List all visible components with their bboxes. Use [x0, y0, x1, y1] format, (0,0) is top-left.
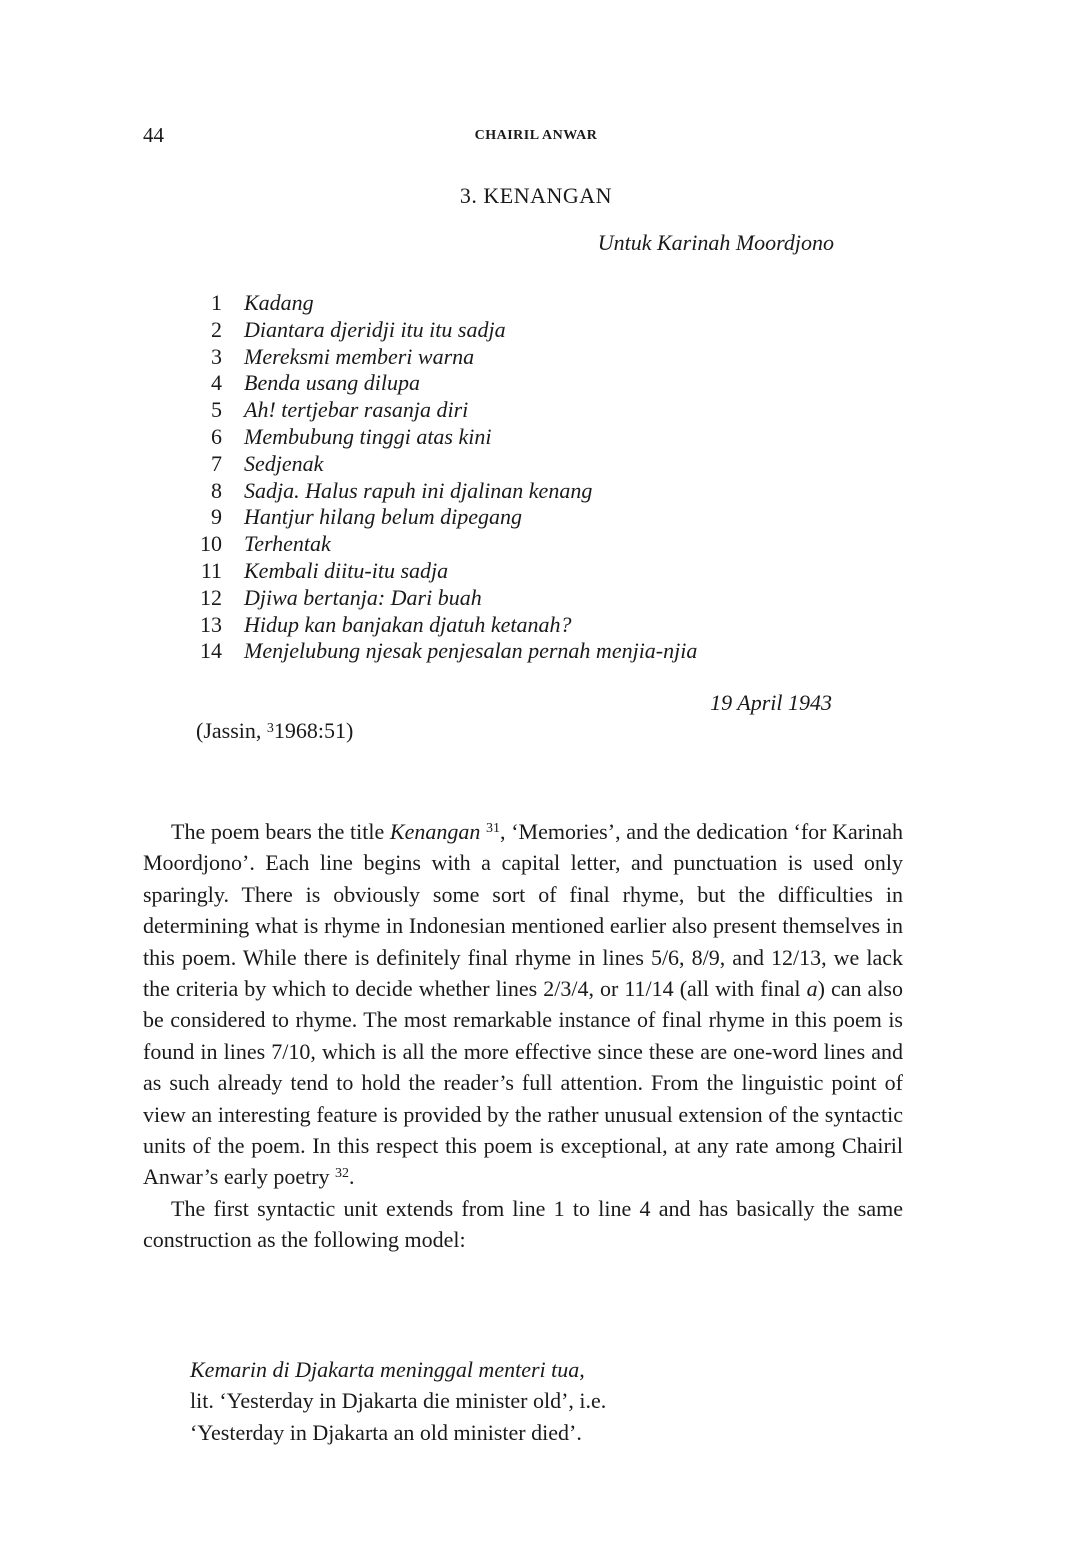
line-text: Kembali diitu-itu sadja — [244, 557, 449, 583]
p1-text-3: ) can also be considered to rhyme. The most remarkable instance of final rhyme in this poem is found in lines 7/10, which is all the more effective since these are one-word lines and as such already tend to hold the reader’s full attention. From the linguistic point of view an interesting feature is provided by the rather unusual extension of the syntactic units of the poem. In this respect this poem is exceptional, at any rate among Chairil Anwar’s early poetry — [143, 976, 903, 1190]
line-number: 8 — [211, 477, 222, 503]
p1-final-a-italic: a — [806, 976, 818, 1002]
line-number: 12 — [200, 584, 222, 610]
line-number: 4 — [211, 370, 222, 396]
line-number: 9 — [211, 504, 222, 530]
line-text: Hidup kan banjakan djatuh ketanah? — [244, 611, 572, 637]
example-translation: ‘Yesterday in Djakarta an old minister died’. — [190, 1419, 582, 1445]
line-text: Benda usang dilupa — [244, 370, 420, 396]
p1-text-2: , ‘Memories’, and the dedication ‘for Karinah Moordjono’. Each line begins with a capital letter, and punctuation is used only sparingly. There is obviously some sort of final rhyme, but the difficulties in determining what is rhyme in Indonesian mentioned earlier also present themselves in this poem. While there is definitely final rhyme in lines 5/6, 8/9, and 12/13, we lack the criteria by which to decide whether lines 2/3/4, or 11/14 (all with final — [143, 819, 904, 1002]
poem-lines — [190, 290, 697, 665]
line-number: 5 — [211, 397, 222, 423]
poem-line — [190, 370, 697, 397]
poem-line — [190, 424, 697, 451]
citation-suffix: 1968:51) — [273, 718, 354, 743]
line-text: Sedjenak — [244, 450, 324, 476]
running-head: CHAIRIL ANWAR — [474, 128, 598, 143]
poem-date: 19 April 1943 — [710, 690, 832, 715]
paragraph-1 — [143, 816, 903, 1193]
line-text: Ah! tertjebar rasanja diri — [244, 397, 469, 423]
line-number: 7 — [211, 450, 222, 476]
line-text: Membubung tinggi atas kini — [244, 423, 492, 449]
poem-line — [190, 397, 697, 424]
citation-edition: 3 — [266, 721, 274, 736]
line-text: Sadja. Halus rapuh ini djalinan kenang — [244, 477, 593, 503]
p1-text-1: The poem bears the title — [171, 819, 390, 844]
poem-dedication: Untuk Karinah Moordjono — [597, 230, 834, 255]
example-block — [190, 1354, 606, 1448]
line-number: 11 — [200, 557, 222, 583]
p1-text-4: . — [349, 1164, 355, 1190]
p1-title-italic: Kenangan — [389, 819, 481, 844]
line-text: Kadang — [244, 290, 314, 315]
line-text: Menjelubung njesak penjesalan pernah menjia-njia — [244, 638, 698, 664]
line-text: Diantara djeridji itu itu sadja — [244, 316, 506, 342]
poem-title: 3. KENANGAN — [459, 183, 613, 208]
poem-line — [190, 317, 697, 344]
poem-line — [190, 638, 697, 665]
footnote-ref-31: 31 — [486, 821, 501, 836]
line-number: 2 — [211, 316, 222, 342]
citation-prefix: (Jassin, — [196, 718, 267, 743]
line-number: 13 — [200, 611, 222, 637]
example-sentence: Kemarin di Djakarta meninggal menteri tua, — [190, 1357, 585, 1382]
line-number: 10 — [200, 531, 222, 557]
poem-line — [190, 585, 697, 612]
line-text: Hantjur hilang belum dipegang — [244, 504, 523, 530]
poem-line — [190, 558, 697, 585]
poem-line — [190, 478, 697, 505]
line-number: 14 — [200, 638, 222, 664]
poem-line — [190, 612, 697, 639]
poem-line — [190, 344, 697, 371]
poem-line — [190, 290, 697, 317]
citation — [196, 718, 353, 744]
footnote-ref-32: 32 — [335, 1166, 350, 1182]
line-text: Mereksmi memberi warna — [244, 343, 475, 369]
line-text: Terhentak — [244, 531, 331, 557]
example-literal-gloss: lit. ‘Yesterday in Djakarta die minister old’, i.e. — [190, 1388, 607, 1414]
line-text: Djiwa bertanja: Dari buah — [244, 584, 482, 610]
line-number: 3 — [211, 343, 222, 369]
page-number: 44 — [143, 123, 164, 147]
poem-line — [190, 531, 697, 558]
body-text — [143, 816, 903, 1256]
line-number: 6 — [211, 423, 222, 449]
poem-line — [190, 504, 697, 531]
poem-line — [190, 451, 697, 478]
line-number: 1 — [211, 290, 222, 315]
paragraph-2: The first syntactic unit extends from line 1 to line 4 and has basically the same construction as the following model: — [143, 1195, 903, 1253]
